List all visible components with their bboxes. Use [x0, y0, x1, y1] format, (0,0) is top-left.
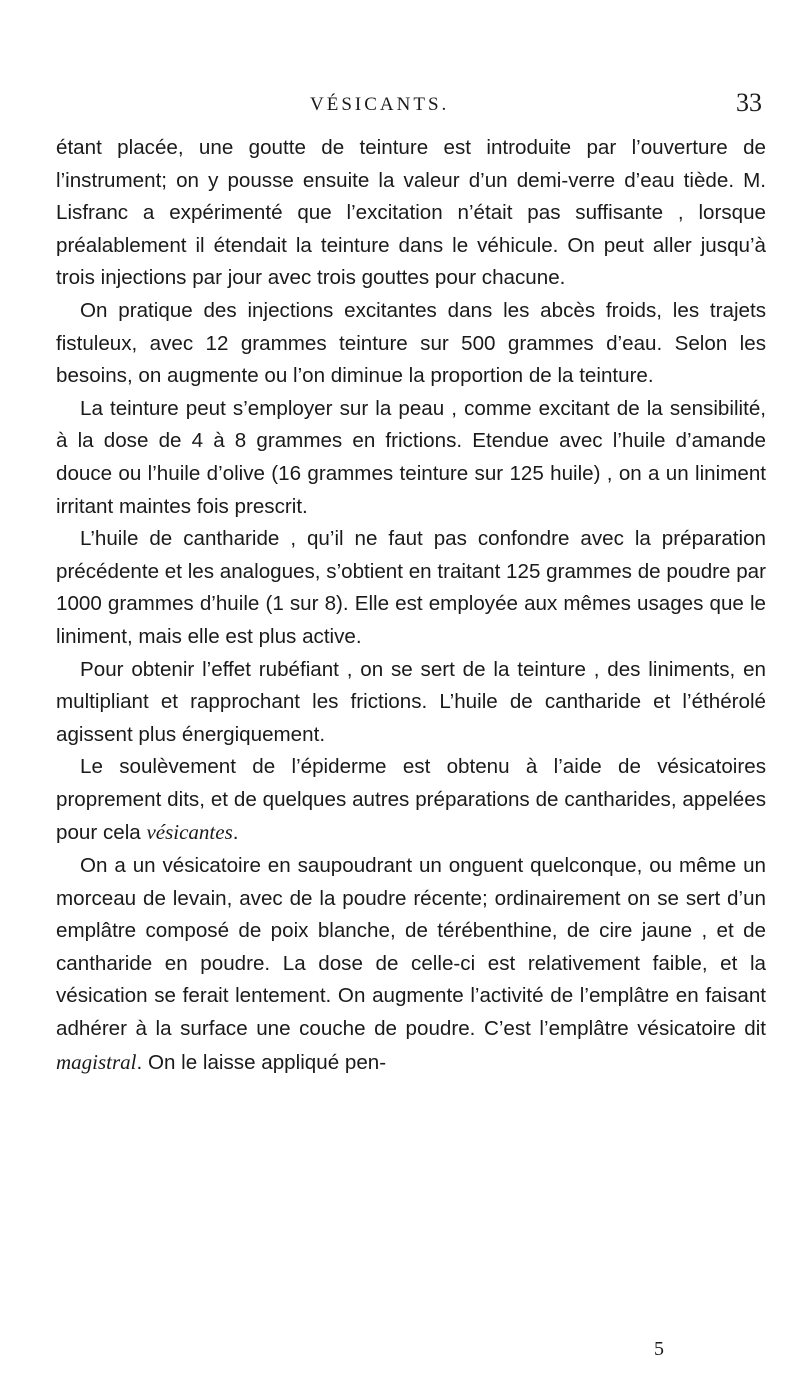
paragraph-text: La teinture peut s’employer sur la peau , comme excitant de la sensibilité, à la dose de 4 à 8 grammes en frictions. Etendue avec l’huile d’amande douce ou l’huile d’olive (16 grammes teinture sur 125 huile) , on a un liniment irritant maintes fois prescrit. [56, 396, 766, 518]
paragraph-text: Le soulèvement de l’épiderme est obtenu à l’aide de vésicatoires proprement dits, et de quelques autres préparations de cantharides, appelées pour cela [56, 755, 766, 845]
running-head [0, 86, 800, 126]
paragraph-text: . [232, 821, 239, 845]
paragraph-text: On pratique des injections excitantes dans les abcès froids, les trajets fistuleux, avec 12 grammes teinture sur 500 grammes d’eau. Selon les besoins, on augmente ou l’on diminue la proportion de la teinture. [56, 298, 766, 388]
paragraph-4 [56, 523, 766, 653]
emphasis-term: vésicantes [146, 820, 233, 845]
emphasis-term: magistral [56, 1049, 137, 1074]
paragraph-text: L’huile de cantharide , qu’il ne faut pas confondre avec la préparation précédente et les analogues, s’obtient en traitant 125 grammes de poudre par 1000 grammes d’huile (1 sur 8). Elle est employée aux mêmes usages que le liniment, mais elle est plus active. [56, 527, 766, 648]
paragraph-2 [56, 295, 766, 393]
paragraph-3 [56, 393, 766, 523]
paragraph-text: Pour obtenir l’effet rubéfiant , on se sert de la teinture , des liniments, en multipliant et rapprochant les frictions. L’huile de cantharide et l’éthérolé agissent plus énergiquement. [56, 657, 766, 746]
paragraph-text: . On le laisse appliqué pen- [136, 1050, 387, 1074]
paragraph-text: On a un vésicatoire en saupoudrant un onguent quelconque, ou même un morceau de levain, avec de la poudre récente; ordinairement on se sert d’un emplâtre composé de poix blanche, de térébenthine, de cire jaune , et de cantharide en poudre. La dose de celle-ci est relativement faible, et la vésication se ferait lentement. On augmente l’activité de l’emplâtre en faisant adhérer à la surface une couche de poudre. C’est l’emplâtre vésicatoire dit [56, 854, 766, 1041]
body-text [56, 132, 766, 1079]
paragraph-1 [56, 132, 766, 295]
running-title: VÉSICANTS. [310, 94, 450, 115]
page-number: 33 [736, 88, 762, 117]
signature-mark: 5 [654, 1338, 664, 1360]
paragraph-text: étant placée, une goutte de teinture est introduite par l’ouverture de l’instrument; on y pousse ensuite la valeur d’un demi-verre d’eau tiède. M. Lisfranc a expérimenté que l’excitation n’était pas suffisante , lorsque préalablement il étendait la teinture dans le véhicule. On peut aller jusqu’à trois injections par jour avec trois gouttes pour chacune. [56, 136, 766, 290]
paragraph-7 [56, 850, 766, 1079]
paragraph-5 [56, 654, 766, 752]
paragraph-6 [56, 751, 766, 850]
